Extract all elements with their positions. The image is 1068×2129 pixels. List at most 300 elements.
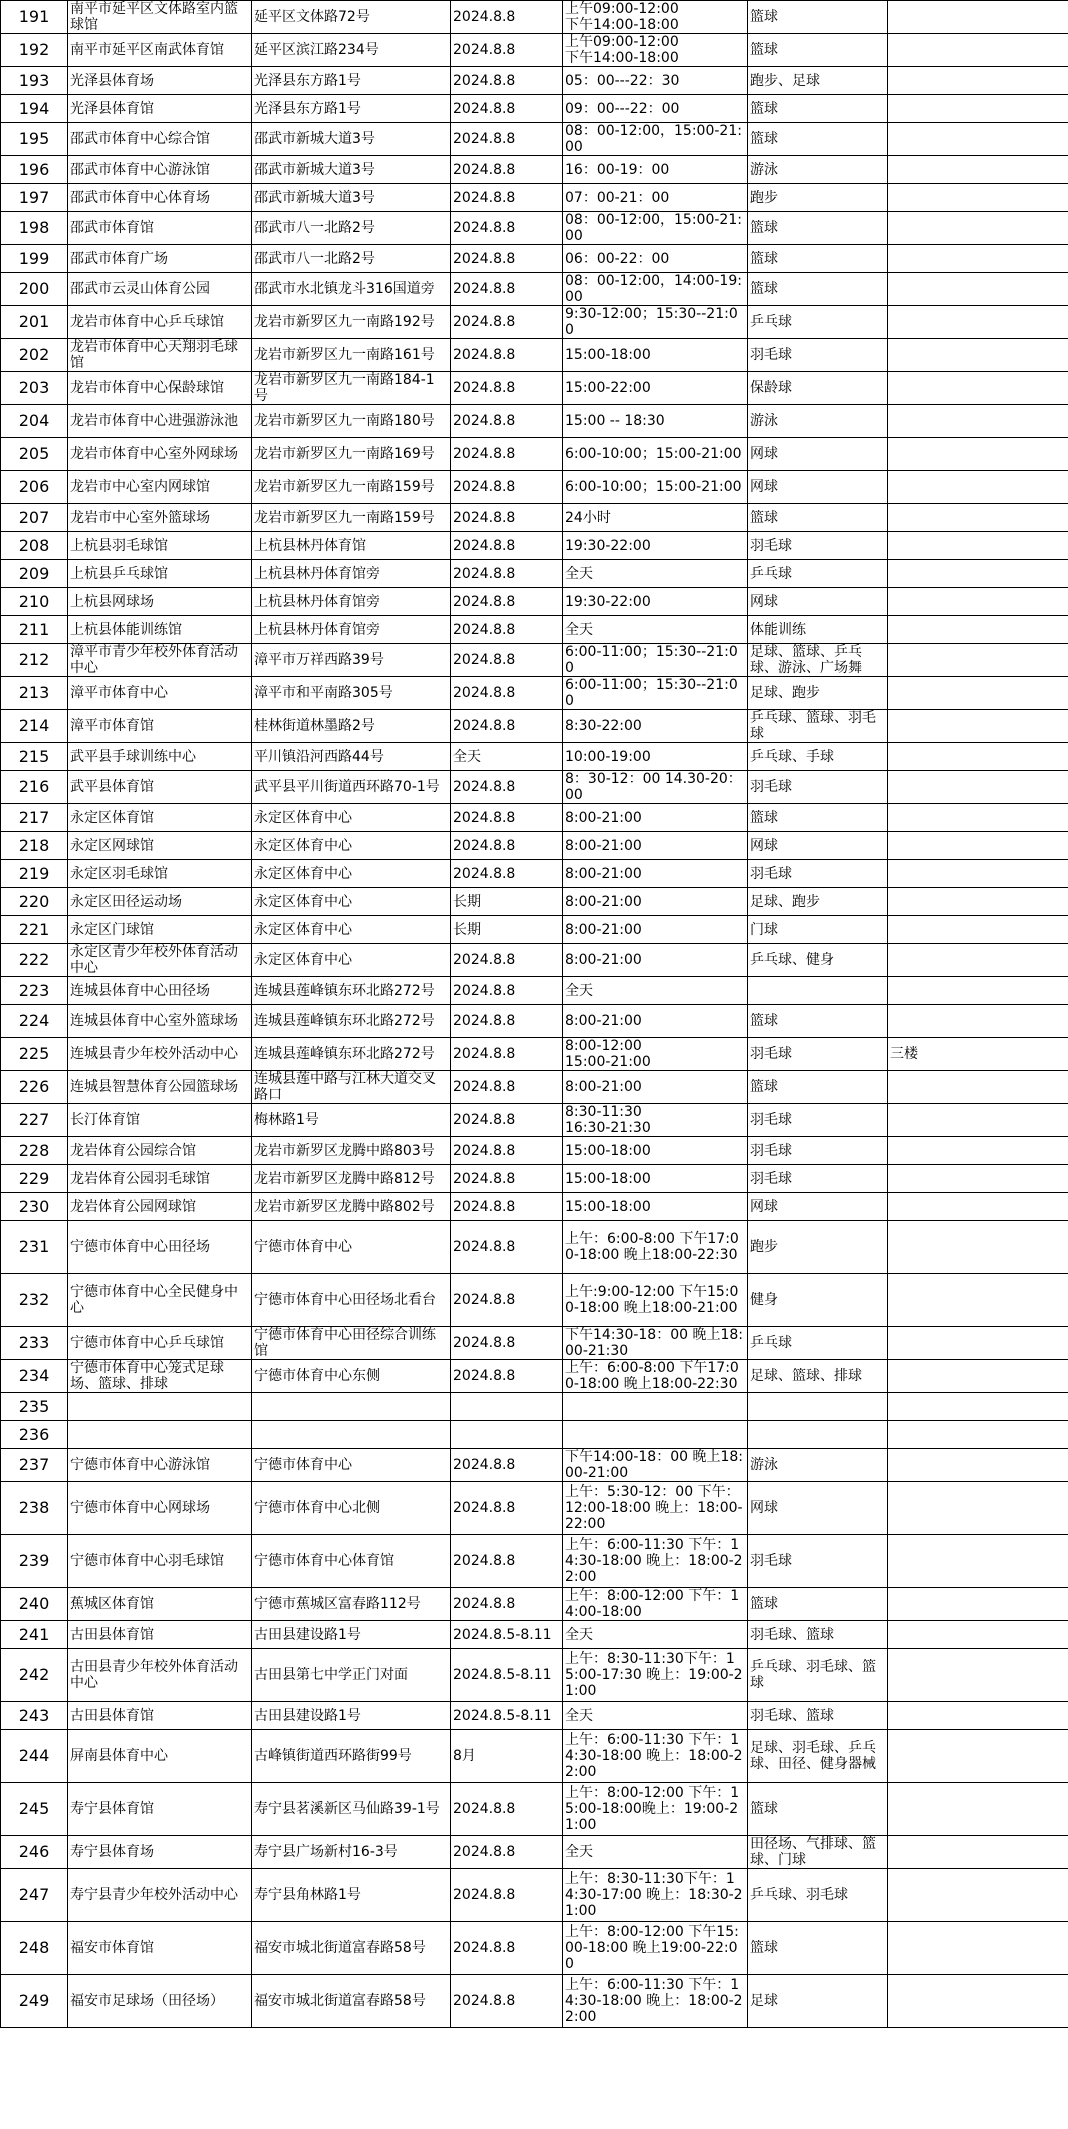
row-number-cell: 200 (1, 273, 68, 306)
table-row (1, 1393, 1068, 1421)
venue-name-cell (68, 1393, 252, 1421)
venue-name-cell: 连城县体育中心室外篮球场 (68, 1005, 252, 1038)
open-hours-cell: 全天 (563, 1621, 748, 1649)
sports-items-cell: 篮球 (748, 95, 888, 123)
sports-items-cell: 游泳 (748, 1449, 888, 1482)
open-date-cell: 长期 (451, 888, 563, 916)
open-date-cell: 2024.8.8 (451, 1783, 563, 1836)
open-hours-cell: 上午:9:00-12:00 下午15:00-18:00 晚上18:00-21:00 (563, 1274, 748, 1327)
venue-address-cell: 上杭县林丹体育馆旁 (252, 560, 451, 588)
venue-name-cell: 宁德市体育中心笼式足球场、篮球、排球 (68, 1360, 252, 1393)
open-date-cell: 2024.8.8 (451, 156, 563, 184)
venue-address-cell: 漳平市和平南路305号 (252, 677, 451, 710)
table-row (1, 95, 1068, 123)
remark-cell (888, 123, 1068, 156)
venue-name-cell: 福安市足球场（田径场） (68, 1975, 252, 2028)
sports-items-cell: 足球、跑步 (748, 888, 888, 916)
table-row (1, 1449, 1068, 1482)
row-number-cell: 208 (1, 532, 68, 560)
open-hours-cell: 15:00-18:00 (563, 1165, 748, 1193)
venue-name-cell: 宁德市体育中心羽毛球馆 (68, 1535, 252, 1588)
open-hours-cell: 下午14:30-18：00 晚上18:00-21:30 (563, 1327, 748, 1360)
remark-cell (888, 860, 1068, 888)
venue-address-cell: 漳平市万祥西路39号 (252, 644, 451, 677)
sports-items-cell: 篮球 (748, 273, 888, 306)
row-number-cell: 234 (1, 1360, 68, 1393)
open-hours-cell: 8:30-22:00 (563, 710, 748, 743)
row-number-cell: 246 (1, 1836, 68, 1869)
sports-items-cell: 游泳 (748, 156, 888, 184)
venue-address-cell: 上杭县林丹体育馆旁 (252, 588, 451, 616)
venue-address-cell: 永定区体育中心 (252, 832, 451, 860)
venue-name-cell: 连城县体育中心田径场 (68, 977, 252, 1005)
venue-address-cell (252, 1393, 451, 1421)
row-number-cell: 193 (1, 67, 68, 95)
table-row (1, 832, 1068, 860)
open-date-cell: 2024.8.8 (451, 184, 563, 212)
remark-cell (888, 832, 1068, 860)
venue-address-cell: 寿宁县角林路1号 (252, 1869, 451, 1922)
remark-cell (888, 944, 1068, 977)
venue-address-cell: 龙岩市新罗区龙腾中路812号 (252, 1165, 451, 1193)
remark-cell (888, 1482, 1068, 1535)
table-row (1, 1071, 1068, 1104)
venue-name-cell: 宁德市体育中心网球场 (68, 1482, 252, 1535)
sports-items-cell: 乒乓球 (748, 560, 888, 588)
open-date-cell: 2024.8.8 (451, 771, 563, 804)
open-hours-cell: 上午：8:30-11:30下午：14:30-17:00 晚上：18:30-21:00 (563, 1869, 748, 1922)
sports-items-cell: 篮球 (748, 1922, 888, 1975)
sports-items-cell: 游泳 (748, 405, 888, 438)
sports-items-cell: 羽毛球 (748, 860, 888, 888)
remark-cell (888, 644, 1068, 677)
open-date-cell: 2024.8.8 (451, 123, 563, 156)
table-row (1, 1005, 1068, 1038)
venue-name-cell: 福安市体育馆 (68, 1922, 252, 1975)
venue-name-cell: 永定区门球馆 (68, 916, 252, 944)
sports-items-cell: 跑步 (748, 1221, 888, 1274)
open-hours-cell: 8：30-12：00 14.30-20：00 (563, 771, 748, 804)
venue-name-cell: 光泽县体育馆 (68, 95, 252, 123)
venue-address-cell: 古峰镇街道西环路街99号 (252, 1730, 451, 1783)
sports-items-cell: 羽毛球、篮球 (748, 1702, 888, 1730)
open-hours-cell: 16：00-19：00 (563, 156, 748, 184)
remark-cell (888, 1165, 1068, 1193)
row-number-cell: 202 (1, 339, 68, 372)
table-row (1, 184, 1068, 212)
venue-name-cell: 龙岩体育公园羽毛球馆 (68, 1165, 252, 1193)
open-date-cell: 8月 (451, 1730, 563, 1783)
row-number-cell: 218 (1, 832, 68, 860)
venue-address-cell: 连城县莲峰镇东环北路272号 (252, 1005, 451, 1038)
table-row (1, 67, 1068, 95)
remark-cell (888, 1, 1068, 34)
venue-address-cell: 龙岩市新罗区九一南路192号 (252, 306, 451, 339)
open-date-cell: 2024.8.8 (451, 677, 563, 710)
row-number-cell: 217 (1, 804, 68, 832)
open-date-cell: 2024.8.8 (451, 306, 563, 339)
row-number-cell: 232 (1, 1274, 68, 1327)
open-date-cell: 2024.8.8 (451, 245, 563, 273)
table-row (1, 34, 1068, 67)
venue-name-cell: 光泽县体育场 (68, 67, 252, 95)
remark-cell (888, 1535, 1068, 1588)
row-number-cell: 241 (1, 1621, 68, 1649)
sports-items-cell: 篮球 (748, 34, 888, 67)
open-date-cell: 2024.8.8 (451, 504, 563, 532)
table-row (1, 1702, 1068, 1730)
open-hours-cell: 10:00-19:00 (563, 743, 748, 771)
row-number-cell: 239 (1, 1535, 68, 1588)
table-row (1, 1137, 1068, 1165)
table-row (1, 677, 1068, 710)
venue-name-cell: 漳平市青少年校外体育活动中心 (68, 644, 252, 677)
sports-items-cell: 篮球 (748, 1071, 888, 1104)
sports-items-cell: 足球、篮球、排球 (748, 1360, 888, 1393)
sports-items-cell: 羽毛球 (748, 1137, 888, 1165)
open-date-cell: 2024.8.5-8.11 (451, 1702, 563, 1730)
row-number-cell: 203 (1, 372, 68, 405)
venue-name-cell: 上杭县网球场 (68, 588, 252, 616)
row-number-cell: 214 (1, 710, 68, 743)
remark-cell (888, 977, 1068, 1005)
venue-name-cell: 寿宁县体育馆 (68, 1783, 252, 1836)
open-hours-cell: 6:00-10:00；15:00-21:00 (563, 438, 748, 471)
table-row (1, 1482, 1068, 1535)
open-date-cell: 2024.8.8 (451, 1137, 563, 1165)
open-date-cell: 2024.8.8 (451, 1038, 563, 1071)
remark-cell (888, 1104, 1068, 1137)
row-number-cell: 249 (1, 1975, 68, 2028)
open-date-cell: 2024.8.8 (451, 710, 563, 743)
row-number-cell: 192 (1, 34, 68, 67)
venue-address-cell: 邵武市新城大道3号 (252, 123, 451, 156)
remark-cell (888, 1702, 1068, 1730)
open-hours-cell: 上午09:00-12:00 下午14:00-18:00 (563, 34, 748, 67)
open-hours-cell: 全天 (563, 977, 748, 1005)
row-number-cell: 242 (1, 1649, 68, 1702)
open-date-cell: 2024.8.8 (451, 1535, 563, 1588)
open-date-cell: 2024.8.8 (451, 1193, 563, 1221)
venue-address-cell: 永定区体育中心 (252, 916, 451, 944)
venue-name-cell: 屏南县体育中心 (68, 1730, 252, 1783)
row-number-cell: 216 (1, 771, 68, 804)
open-date-cell: 2024.8.8 (451, 977, 563, 1005)
remark-cell (888, 1360, 1068, 1393)
open-hours-cell: 8:00-21:00 (563, 860, 748, 888)
table-row (1, 860, 1068, 888)
table-row (1, 1869, 1068, 1922)
remark-cell (888, 67, 1068, 95)
open-hours-cell: 上午：5:30-12：00 下午：12:00-18:00 晚上：18:00-22:00 (563, 1482, 748, 1535)
remark-cell (888, 1730, 1068, 1783)
sports-items-cell: 羽毛球 (748, 339, 888, 372)
venue-address-cell: 武平县平川街道西环路70-1号 (252, 771, 451, 804)
sports-items-cell (748, 1421, 888, 1449)
remark-cell (888, 1783, 1068, 1836)
open-date-cell: 2024.8.8 (451, 832, 563, 860)
row-number-cell: 194 (1, 95, 68, 123)
sports-items-cell: 篮球 (748, 123, 888, 156)
open-hours-cell: 15:00-18:00 (563, 1137, 748, 1165)
remark-cell (888, 1836, 1068, 1869)
venue-name-cell: 宁德市体育中心田径场 (68, 1221, 252, 1274)
row-number-cell: 245 (1, 1783, 68, 1836)
open-date-cell: 2024.8.8 (451, 560, 563, 588)
sports-items-cell: 健身 (748, 1274, 888, 1327)
open-hours-cell: 全天 (563, 1836, 748, 1869)
table-row (1, 405, 1068, 438)
table-row (1, 616, 1068, 644)
sports-items-cell: 羽毛球 (748, 1535, 888, 1588)
open-date-cell: 2024.8.8 (451, 644, 563, 677)
venue-address-cell: 龙岩市新罗区龙腾中路803号 (252, 1137, 451, 1165)
open-date-cell: 长期 (451, 916, 563, 944)
open-hours-cell: 08：00-12:00，15:00-21:00 (563, 212, 748, 245)
venue-name-cell: 龙岩市体育中心室外网球场 (68, 438, 252, 471)
open-date-cell: 2024.8.8 (451, 1104, 563, 1137)
venue-address-cell: 宁德市体育中心 (252, 1449, 451, 1482)
open-hours-cell: 8:30-11:30 16:30-21:30 (563, 1104, 748, 1137)
venue-address-cell: 宁德市体育中心田径场北看台 (252, 1274, 451, 1327)
venue-name-cell: 邵武市体育广场 (68, 245, 252, 273)
remark-cell (888, 1137, 1068, 1165)
venue-address-cell: 龙岩市新罗区九一南路169号 (252, 438, 451, 471)
row-number-cell: 204 (1, 405, 68, 438)
open-hours-cell: 8:00-21:00 (563, 1071, 748, 1104)
table-row (1, 560, 1068, 588)
open-date-cell: 2024.8.8 (451, 1449, 563, 1482)
row-number-cell: 196 (1, 156, 68, 184)
venue-name-cell: 龙岩市体育中心乒乓球馆 (68, 306, 252, 339)
venue-name-cell: 龙岩市中心室内网球馆 (68, 471, 252, 504)
table-row (1, 273, 1068, 306)
open-hours-cell (563, 1421, 748, 1449)
table-row (1, 156, 1068, 184)
table-row (1, 1193, 1068, 1221)
open-date-cell: 全天 (451, 743, 563, 771)
row-number-cell: 231 (1, 1221, 68, 1274)
table-row (1, 1038, 1068, 1071)
table-row (1, 1975, 1068, 2028)
table-row (1, 1104, 1068, 1137)
table-row (1, 1274, 1068, 1327)
open-date-cell (451, 1421, 563, 1449)
sports-items-cell: 跑步、足球 (748, 67, 888, 95)
venue-name-cell: 古田县体育馆 (68, 1621, 252, 1649)
venue-name-cell: 宁德市体育中心乒乓球馆 (68, 1327, 252, 1360)
remark-cell (888, 1649, 1068, 1702)
venue-address-cell: 龙岩市新罗区龙腾中路802号 (252, 1193, 451, 1221)
table-row (1, 212, 1068, 245)
venue-name-cell: 永定区体育馆 (68, 804, 252, 832)
table-row (1, 804, 1068, 832)
row-number-cell: 228 (1, 1137, 68, 1165)
row-number-cell: 211 (1, 616, 68, 644)
sports-items-cell: 羽毛球 (748, 532, 888, 560)
table-row (1, 1535, 1068, 1588)
remark-cell (888, 1193, 1068, 1221)
row-number-cell: 207 (1, 504, 68, 532)
open-hours-cell: 8:00-12:00 15:00-21:00 (563, 1038, 748, 1071)
open-date-cell: 2024.8.8 (451, 212, 563, 245)
open-hours-cell: 下午14:00-18：00 晚上18:00-21:00 (563, 1449, 748, 1482)
open-date-cell: 2024.8.8 (451, 804, 563, 832)
row-number-cell: 201 (1, 306, 68, 339)
open-date-cell: 2024.8.8 (451, 616, 563, 644)
open-hours-cell: 19:30-22:00 (563, 532, 748, 560)
table-row (1, 977, 1068, 1005)
sports-items-cell: 网球 (748, 438, 888, 471)
venue-name-cell: 古田县青少年校外体育活动中心 (68, 1649, 252, 1702)
venue-address-cell: 邵武市八一北路2号 (252, 245, 451, 273)
remark-cell (888, 405, 1068, 438)
table-row (1, 644, 1068, 677)
venue-name-cell: 南平市延平区南武体育馆 (68, 34, 252, 67)
venue-address-cell: 寿宁县广场新村16-3号 (252, 1836, 451, 1869)
sports-items-cell: 乒乓球 (748, 306, 888, 339)
open-hours-cell: 19:30-22:00 (563, 588, 748, 616)
venue-name-cell: 邵武市体育中心游泳馆 (68, 156, 252, 184)
sports-items-cell: 篮球 (748, 1, 888, 34)
open-date-cell: 2024.8.8 (451, 1869, 563, 1922)
table-row (1, 372, 1068, 405)
venue-name-cell: 漳平市体育中心 (68, 677, 252, 710)
table-row (1, 1621, 1068, 1649)
table-row (1, 1649, 1068, 1702)
open-date-cell: 2024.8.8 (451, 860, 563, 888)
remark-cell (888, 888, 1068, 916)
open-date-cell: 2024.8.5-8.11 (451, 1649, 563, 1702)
row-number-cell: 219 (1, 860, 68, 888)
sports-items-cell: 乒乓球、健身 (748, 944, 888, 977)
row-number-cell: 225 (1, 1038, 68, 1071)
venue-address-cell: 宁德市体育中心体育馆 (252, 1535, 451, 1588)
sports-items-cell: 羽毛球、篮球 (748, 1621, 888, 1649)
open-hours-cell: 15:00 -- 18:30 (563, 405, 748, 438)
venue-name-cell: 龙岩体育公园网球馆 (68, 1193, 252, 1221)
venue-name-cell: 龙岩市体育中心天翔羽毛球馆 (68, 339, 252, 372)
venue-address-cell: 连城县莲中路与江林大道交叉路口 (252, 1071, 451, 1104)
open-hours-cell: 上午：8:00-12:00 下午15:00-18:00 晚上19:00-22:00 (563, 1922, 748, 1975)
remark-cell (888, 95, 1068, 123)
row-number-cell: 213 (1, 677, 68, 710)
venue-name-cell: 上杭县体能训练馆 (68, 616, 252, 644)
venue-name-cell: 连城县青少年校外活动中心 (68, 1038, 252, 1071)
venue-name-cell: 上杭县乒乓球馆 (68, 560, 252, 588)
table-row (1, 1730, 1068, 1783)
venue-address-cell: 邵武市八一北路2号 (252, 212, 451, 245)
table-row (1, 504, 1068, 532)
sports-items-cell: 足球、跑步 (748, 677, 888, 710)
venue-name-cell: 长汀体育馆 (68, 1104, 252, 1137)
row-number-cell: 227 (1, 1104, 68, 1137)
venue-name-cell: 寿宁县青少年校外活动中心 (68, 1869, 252, 1922)
row-number-cell: 191 (1, 1, 68, 34)
open-hours-cell: 08：00-12:00，15:00-21:00 (563, 123, 748, 156)
open-hours-cell (563, 1393, 748, 1421)
venue-address-cell: 上杭县林丹体育馆 (252, 532, 451, 560)
open-hours-cell: 全天 (563, 560, 748, 588)
venue-address-cell: 延平区文体路72号 (252, 1, 451, 34)
venue-name-cell: 宁德市体育中心游泳馆 (68, 1449, 252, 1482)
open-hours-cell: 15:00-18:00 (563, 1193, 748, 1221)
row-number-cell: 238 (1, 1482, 68, 1535)
table-row (1, 1783, 1068, 1836)
venue-name-cell: 连城县智慧体育公园篮球场 (68, 1071, 252, 1104)
venue-name-cell: 南平市延平区文体路室内篮球馆 (68, 1, 252, 34)
open-hours-cell: 上午09:00-12:00 下午14:00-18:00 (563, 1, 748, 34)
row-number-cell: 221 (1, 916, 68, 944)
table-row (1, 532, 1068, 560)
remark-cell (888, 1588, 1068, 1621)
venue-address-cell: 龙岩市新罗区九一南路159号 (252, 471, 451, 504)
table-row (1, 1421, 1068, 1449)
sports-items-cell: 篮球 (748, 1588, 888, 1621)
sports-items-cell: 足球 (748, 1975, 888, 2028)
table-row (1, 1836, 1068, 1869)
venue-address-cell: 光泽县东方路1号 (252, 67, 451, 95)
venue-name-cell: 永定区青少年校外体育活动中心 (68, 944, 252, 977)
open-date-cell: 2024.8.8 (451, 1, 563, 34)
venue-name-cell: 古田县体育馆 (68, 1702, 252, 1730)
sports-items-cell: 篮球 (748, 212, 888, 245)
venue-address-cell: 宁德市体育中心北侧 (252, 1482, 451, 1535)
row-number-cell: 235 (1, 1393, 68, 1421)
row-number-cell: 247 (1, 1869, 68, 1922)
open-date-cell: 2024.8.8 (451, 273, 563, 306)
sports-items-cell: 乒乓球、手球 (748, 743, 888, 771)
remark-cell (888, 1449, 1068, 1482)
sports-items-cell: 羽毛球 (748, 1038, 888, 1071)
sports-items-cell (748, 977, 888, 1005)
venue-address-cell: 永定区体育中心 (252, 944, 451, 977)
venue-address-cell: 龙岩市新罗区九一南路159号 (252, 504, 451, 532)
open-date-cell: 2024.8.8 (451, 1165, 563, 1193)
venue-address-cell: 宁德市蕉城区富春路112号 (252, 1588, 451, 1621)
open-hours-cell: 全天 (563, 616, 748, 644)
table-row (1, 771, 1068, 804)
open-hours-cell: 07：00-21：00 (563, 184, 748, 212)
remark-cell (888, 438, 1068, 471)
venue-address-cell: 永定区体育中心 (252, 888, 451, 916)
table-row (1, 588, 1068, 616)
venue-name-cell: 宁德市体育中心全民健身中心 (68, 1274, 252, 1327)
remark-cell (888, 34, 1068, 67)
open-date-cell: 2024.8.8 (451, 34, 563, 67)
sports-items-cell: 篮球 (748, 804, 888, 832)
open-hours-cell: 上午：6:00-8:00 下午17:00-18:00 晚上18:00-22:30 (563, 1221, 748, 1274)
remark-cell (888, 677, 1068, 710)
table-row (1, 710, 1068, 743)
remark-cell (888, 710, 1068, 743)
sports-items-cell: 体能训练 (748, 616, 888, 644)
open-date-cell: 2024.8.8 (451, 95, 563, 123)
table-row (1, 245, 1068, 273)
sports-items-cell: 羽毛球 (748, 1165, 888, 1193)
remark-cell (888, 1393, 1068, 1421)
open-date-cell: 2024.8.8 (451, 588, 563, 616)
venue-name-cell: 蕉城区体育馆 (68, 1588, 252, 1621)
table-row (1, 438, 1068, 471)
venue-address-cell: 连城县莲峰镇东环北路272号 (252, 977, 451, 1005)
open-hours-cell: 15:00-22:00 (563, 372, 748, 405)
venue-address-cell: 福安市城北街道富春路58号 (252, 1975, 451, 2028)
venue-name-cell: 永定区田径运动场 (68, 888, 252, 916)
venue-address-cell: 古田县建设路1号 (252, 1621, 451, 1649)
open-hours-cell: 上午：6:00-8:00 下午17:00-18:00 晚上18:00-22:30 (563, 1360, 748, 1393)
venue-name-cell: 邵武市体育中心综合馆 (68, 123, 252, 156)
